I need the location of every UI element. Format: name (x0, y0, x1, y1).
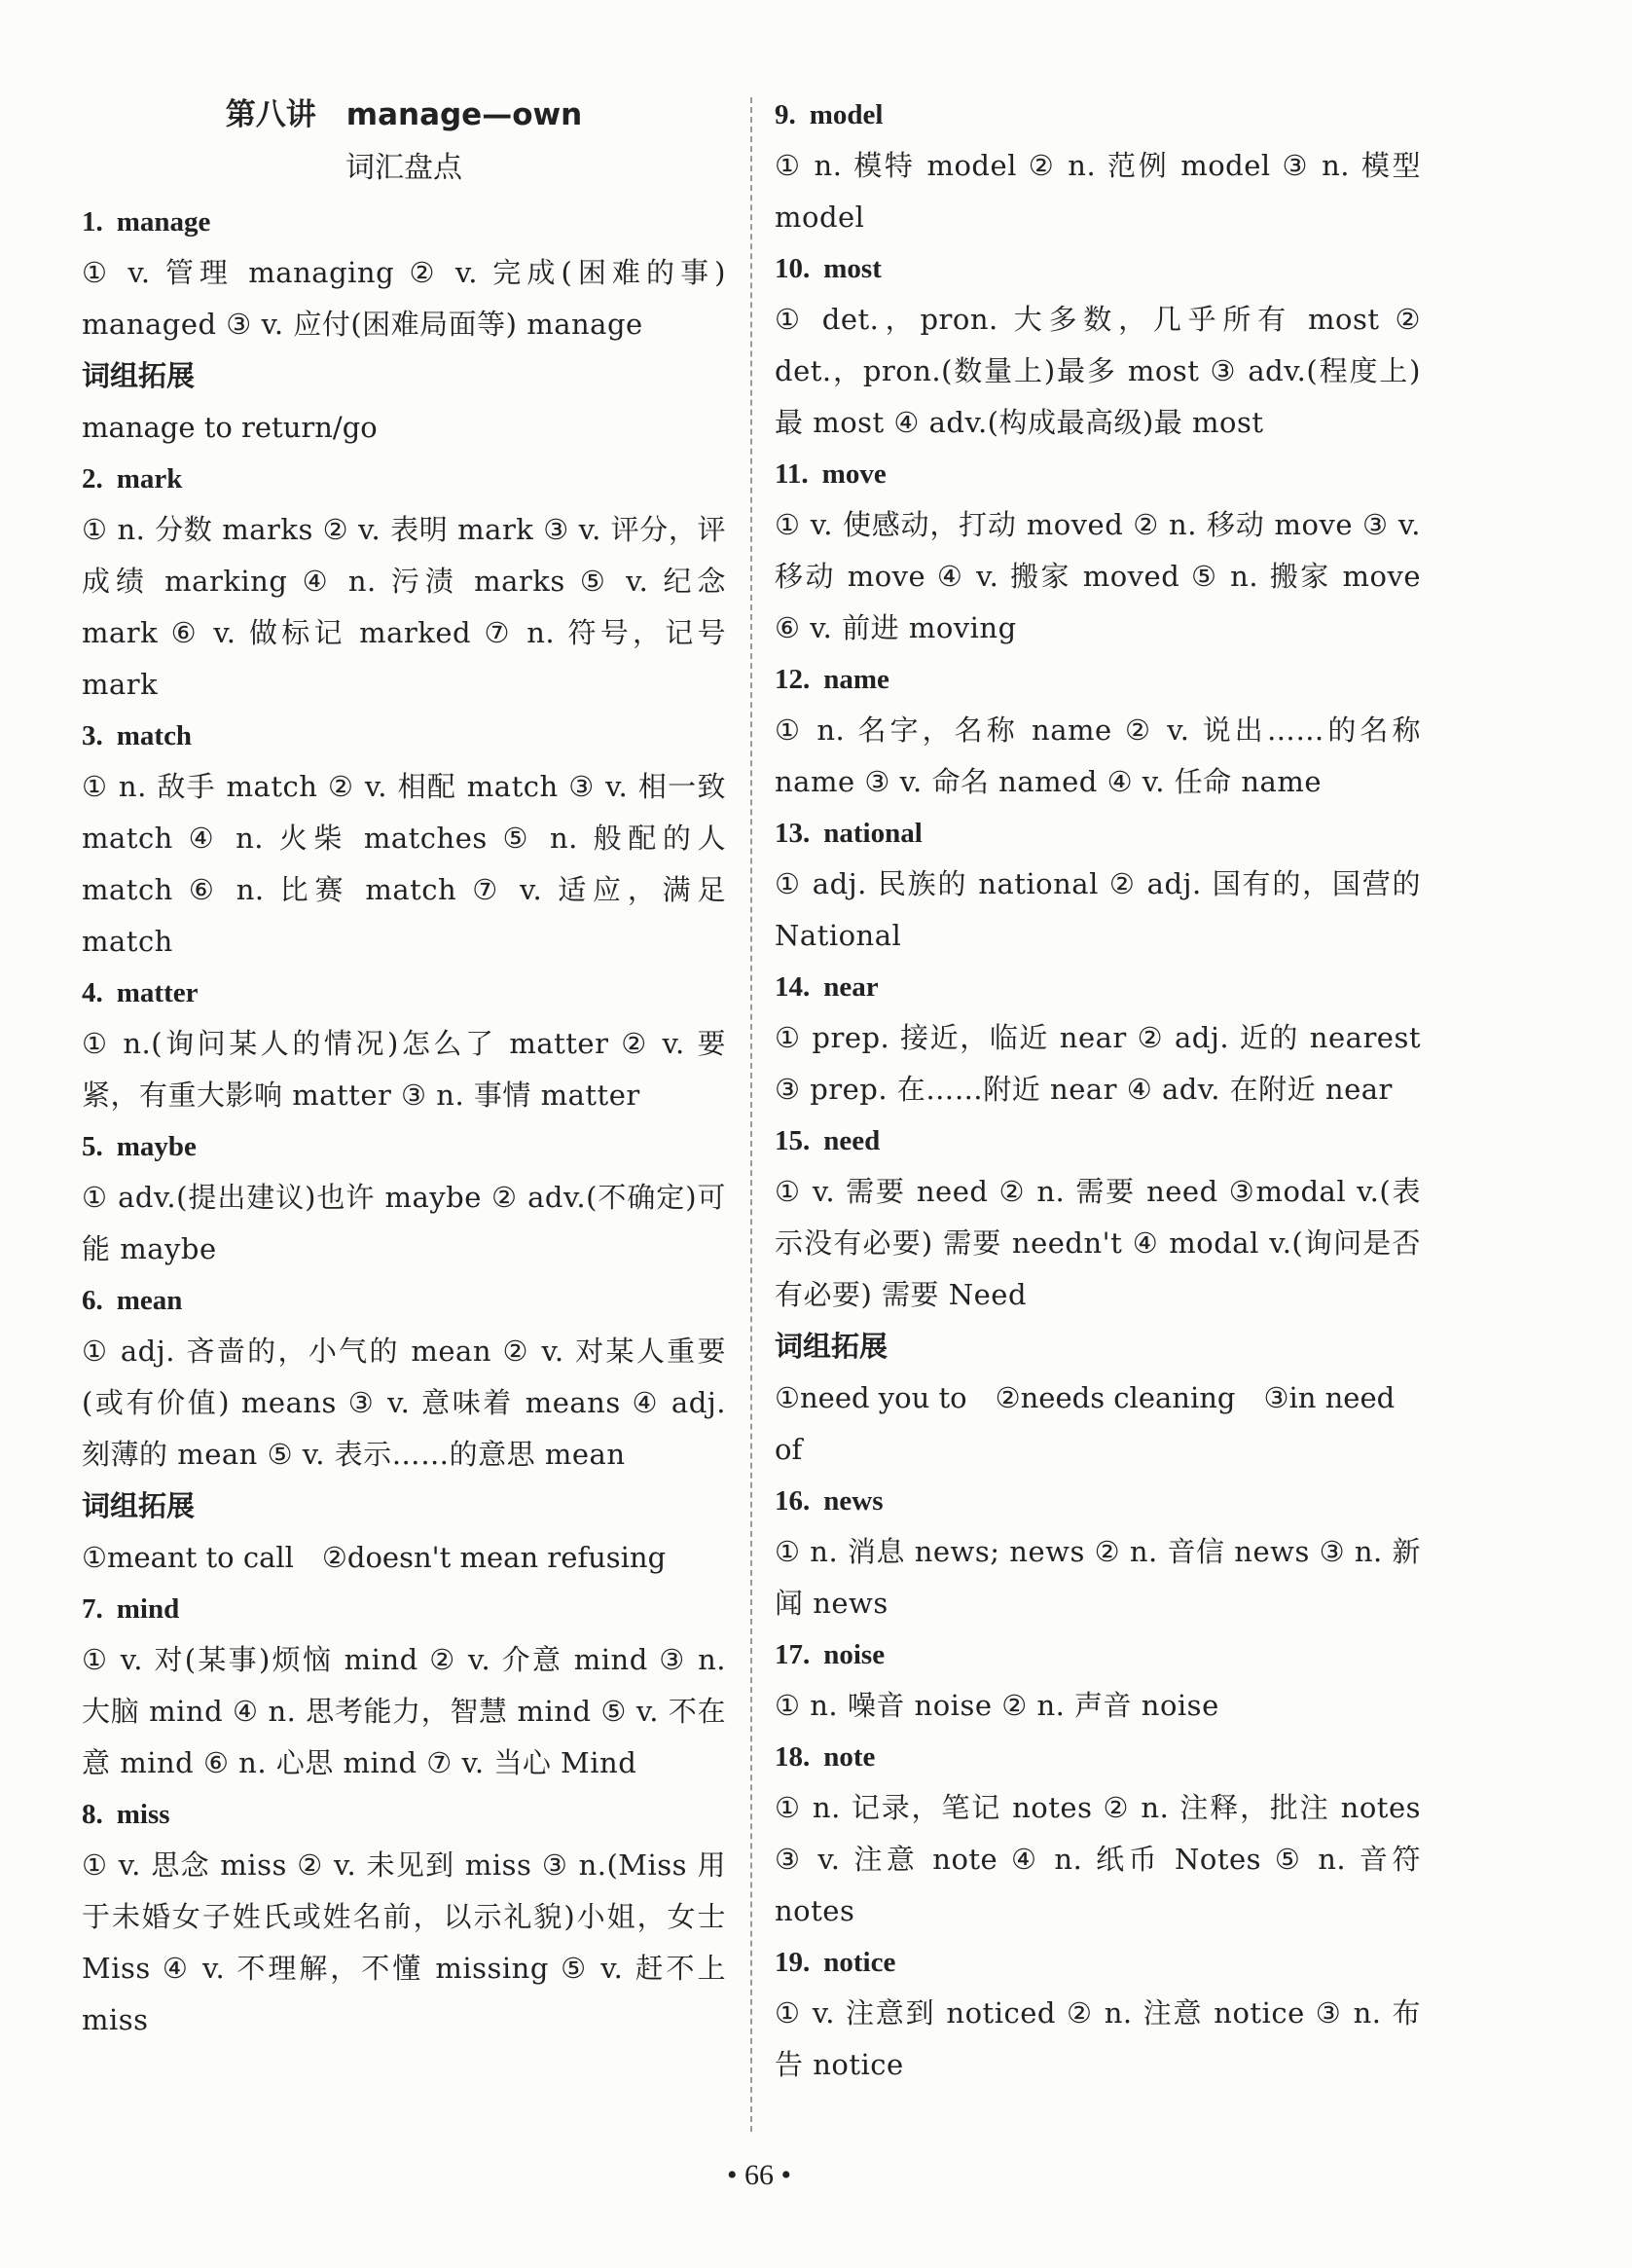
entry-number: 13. (775, 818, 811, 849)
entry-definitions: ① n.(询问某人的情况)怎么了 matter ② v. 要紧，有重大影响 matter ③ n. 事情 matter (82, 1027, 726, 1112)
entry-word: need (823, 1125, 881, 1156)
entry-word: manage (116, 206, 211, 238)
entry (775, 243, 1421, 449)
entry-number: 11. (775, 458, 809, 490)
entry-number: 12. (775, 664, 811, 695)
entry (82, 197, 726, 454)
entry-definitions: ① det.，pron. 大多数，几乎所有 most ② det.，pron.(数量上)最多 most ③ adv.(程度上)最 most ④ adv.(构成最高级)最 most (775, 303, 1421, 439)
phrase-heading: 词组拓展 (82, 359, 196, 392)
entry-number: 9. (775, 99, 796, 130)
entry (775, 1116, 1421, 1476)
entry-number: 6. (82, 1285, 103, 1316)
entry-head (775, 449, 1421, 499)
entry-head (82, 711, 726, 761)
entry (82, 1789, 726, 2046)
entry-head (82, 1584, 726, 1634)
entry-number: 2. (82, 463, 103, 494)
entry-head (775, 243, 1421, 294)
entry-head (775, 808, 1421, 859)
entry-definitions: ① v. 注意到 noticed ② n. 注意 notice ③ n. 布告 notice (775, 1996, 1421, 2081)
entry-word: news (823, 1485, 884, 1517)
entry-definitions: ① prep. 接近，临近 near ② adj. 近的 nearest ③ prep. 在……附近 near ④ adv. 在附近 near (775, 1021, 1421, 1106)
entry-word: note (823, 1741, 876, 1773)
entry-number: 3. (82, 720, 103, 751)
entry-number: 8. (82, 1799, 103, 1830)
entry-definitions: ① n. 消息 news; news ② n. 音信 news ③ n. 新闻 news (775, 1535, 1421, 1620)
entry-number: 4. (82, 977, 103, 1008)
entry-head (82, 197, 726, 247)
entry-word: noise (823, 1639, 886, 1670)
entry-definitions: ① v. 思念 miss ② v. 未见到 miss ③ n.(Miss 用于未婚女子姓氏或姓名前，以示礼貌)小姐，女士 Miss ④ v. 不理解，不懂 missing ⑤ v. 赶不上 miss (82, 1848, 726, 2036)
entry-definitions: ① v. 管理 managing ② v. 完成(困难的事) managed ③ v. 应付(困难局面等) manage (82, 256, 726, 341)
entry-head (775, 1732, 1421, 1782)
entry-word: model (809, 99, 884, 130)
phrase-heading: 词组拓展 (82, 1489, 196, 1522)
entry-definitions: ① v. 需要 need ② n. 需要 need ③modal v.(表示没有必要) 需要 needn't ④ modal v.(询问是否有必要) 需要 Need (775, 1175, 1421, 1311)
entry (82, 454, 726, 711)
entry-number: 10. (775, 253, 811, 284)
entry-definitions: ① n. 噪音 noise ② n. 声音 noise (775, 1689, 1219, 1722)
entry-word: maybe (116, 1131, 197, 1162)
entry-definitions: ① v. 使感动，打动 moved ② n. 移动 move ③ v. 移动 move ④ v. 搬家 moved ⑤ n. 搬家 move ⑥ v. 前进 moving (775, 508, 1421, 644)
entry-head (775, 1629, 1421, 1680)
entry-head (775, 1937, 1421, 1988)
entry-head (775, 962, 1421, 1012)
entry-word: mind (116, 1593, 180, 1625)
entry (82, 1121, 726, 1275)
entry-definitions: ① n. 模特 model ② n. 范例 model ③ n. 模型 model (775, 149, 1421, 234)
phrase-list: ①meant to call ②doesn't mean refusing (82, 1541, 667, 1574)
entry-number: 7. (82, 1593, 103, 1625)
entry (82, 1584, 726, 1789)
entry-head (82, 454, 726, 504)
left-column (82, 90, 726, 2046)
entry-number: 19. (775, 1947, 811, 1978)
entry-head (775, 1476, 1421, 1526)
entry-head (775, 1116, 1421, 1166)
entry-word: name (823, 664, 889, 695)
entry-number: 1. (82, 206, 103, 238)
entry (775, 962, 1421, 1116)
entry-definitions: ① adj. 民族的 national ② adj. 国有的，国营的 National (775, 867, 1421, 952)
entry (775, 90, 1421, 243)
entry-number: 16. (775, 1485, 811, 1517)
page-number: • 66 • (726, 2159, 791, 2191)
entry-word: national (823, 818, 923, 849)
entry (775, 449, 1421, 654)
entry (775, 1476, 1421, 1629)
page-title: 第八讲 manage—own (225, 97, 583, 132)
phrase-list: ①need you to ②needs cleaning ③in need of (775, 1381, 1396, 1466)
entry-number: 5. (82, 1131, 103, 1162)
entry-word: most (823, 253, 882, 284)
entry (82, 1275, 726, 1584)
entry-word: matter (116, 977, 199, 1008)
phrase-list: manage to return/go (82, 411, 378, 444)
entry-head (775, 90, 1421, 140)
entry (775, 1732, 1421, 1937)
entry-definitions: ① n. 名字，名称 name ② v. 说出……的名称 name ③ v. 命名 named ④ v. 任命 name (775, 713, 1421, 798)
entry (775, 808, 1421, 962)
entry-definitions: ① n. 敌手 match ② v. 相配 match ③ v. 相一致 match ④ n. 火柴 matches ⑤ n. 般配的人 match ⑥ n. 比赛 match ⑦ v. 适应，满足 match (82, 770, 726, 958)
entry-head (82, 1275, 726, 1326)
right-column (775, 90, 1421, 2091)
entry (82, 711, 726, 968)
entry-word: match (116, 720, 193, 751)
entry-definitions: ① v. 对(某事)烦恼 mind ② v. 介意 mind ③ n. 大脑 mind ④ n. 思考能力，智慧 mind ⑤ v. 不在意 mind ⑥ n. 心思 mind ⑦ v. 当心 Mind (82, 1643, 726, 1779)
entry-definitions: ① n. 记录，笔记 notes ② n. 注释，批注 notes ③ v. 注意 note ④ n. 纸币 Notes ⑤ n. 音符 notes (775, 1791, 1421, 1927)
entry-word: notice (823, 1947, 896, 1978)
entry-number: 18. (775, 1741, 811, 1773)
column-divider (750, 97, 752, 2132)
entry-word: mark (116, 463, 183, 494)
entry-word: miss (116, 1799, 170, 1830)
entry-head (82, 968, 726, 1018)
entry-definitions: ① adv.(提出建议)也许 maybe ② adv.(不确定)可能 maybe (82, 1181, 726, 1265)
entry-definitions: ① n. 分数 marks ② v. 表明 mark ③ v. 评分，评成绩 marking ④ n. 污渍 marks ⑤ v. 纪念 mark ⑥ v. 做标记 marked ⑦ n. 符号，记号 mark (82, 513, 726, 701)
entry-head (82, 1121, 726, 1172)
entry-word: near (823, 971, 879, 1003)
entry (775, 654, 1421, 808)
entry (775, 1937, 1421, 2091)
entry (82, 968, 726, 1121)
section-subtitle: 词汇盘点 (345, 151, 462, 185)
entry-word: move (821, 458, 887, 490)
entry-definitions: ① adj. 吝啬的，小气的 mean ② v. 对某人重要(或有价值) means ③ v. 意味着 means ④ adj. 刻薄的 mean ⑤ v. 表示……的意思 mean (82, 1335, 726, 1471)
entry (775, 1629, 1421, 1732)
entry-number: 15. (775, 1125, 811, 1156)
entry-number: 17. (775, 1639, 811, 1670)
entry-head (775, 654, 1421, 705)
entry-word: mean (116, 1285, 183, 1316)
entry-number: 14. (775, 971, 811, 1003)
entry-head (82, 1789, 726, 1840)
phrase-heading: 词组拓展 (775, 1330, 889, 1363)
